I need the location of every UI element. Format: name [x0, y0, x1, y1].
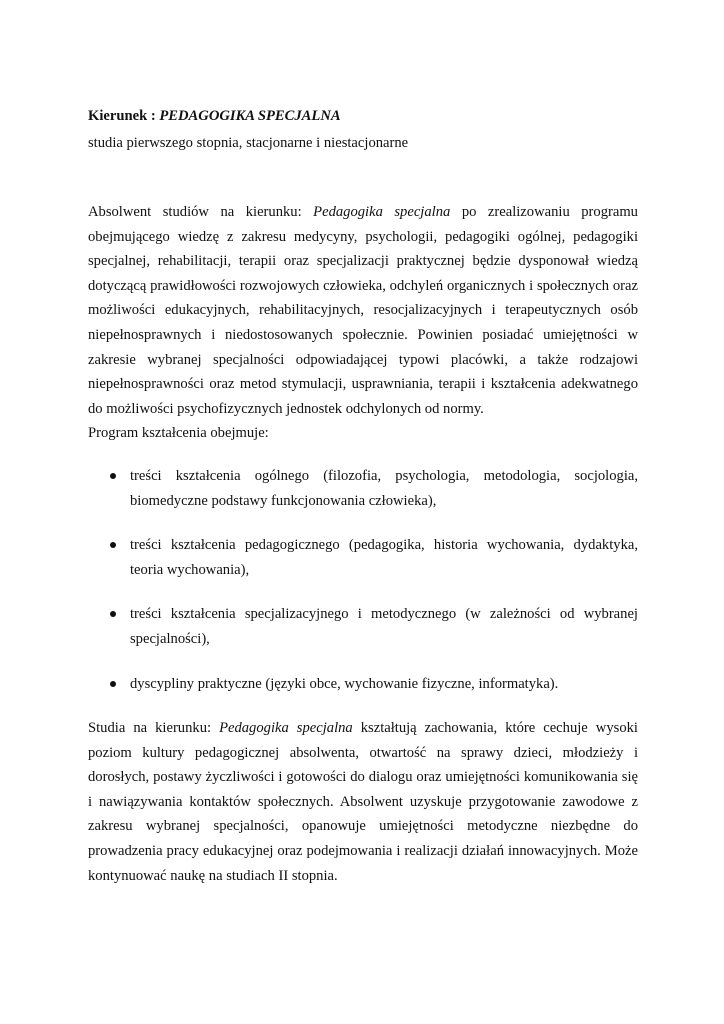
- bullet-icon: [110, 542, 116, 548]
- list-item: [88, 464, 638, 513]
- document-heading: [88, 104, 638, 128]
- outro-body: kształtują zachowania, które cechuje wysoki poziom kultury pedagogicznej absolwenta, otwartość na sprawy dzieci, młodzieży i dorosłych, postawy życzliwości i gotowości do dialogu oraz umiejętności komunikowania się i nawiązywania kontaktów społecznych. Absolwent uzyskuje przygotowanie zawodowe z zakresu wybranej specjalności, opanowuje umiejętności metodyczne niezbędne do prowadzenia pracy edukacyjnej oraz podejmowania i realizacji działań innowacyjnych. Może kontynuować naukę na studiach II stopnia.: [88, 720, 638, 884]
- outro-course-name: Pedagogika specjalna: [219, 720, 353, 737]
- list-item-text: treści kształcenia ogólnego (filozofia, psychologia, metodologia, socjologia, biomedyczne podstawy funkcjonowania człowieka),: [130, 467, 638, 509]
- program-content-list: [88, 464, 638, 696]
- list-item-text: treści kształcenia pedagogicznego (pedagogika, historia wychowania, dydaktyka, teoria wychowania),: [130, 537, 638, 578]
- course-title: PEDAGOGIKA SPECJALNA: [159, 108, 341, 124]
- outro-paragraph: [88, 716, 638, 888]
- heading-label: Kierunek :: [88, 108, 156, 124]
- bullet-icon: [110, 473, 116, 479]
- list-item-text: dyscypliny praktyczne (języki obce, wychowanie fizyczne, informatyka).: [130, 675, 559, 692]
- study-mode-subtitle: studia pierwszego stopnia, stacjonarne i niestacjonarne: [88, 135, 409, 151]
- program-intro-line: Program kształcenia obejmuje:: [88, 425, 269, 442]
- list-item-text: treści kształcenia specjalizacyjnego i metodycznego (w zależności od wybranej specjalności),: [130, 606, 638, 647]
- intro-course-name: Pedagogika specjalna: [313, 204, 451, 220]
- bullet-icon: [110, 611, 116, 617]
- document-page: [88, 104, 638, 888]
- intro-lead: Absolwent studiów na kierunku:: [88, 204, 314, 220]
- list-item: [88, 672, 638, 697]
- intro-paragraph: [88, 200, 638, 421]
- list-item: [88, 602, 638, 651]
- outro-lead: Studia na kierunku:: [88, 720, 220, 737]
- list-item: [88, 533, 638, 582]
- intro-body: po zrealizowaniu programu obejmującego wiedzę z zakresu medycyny, psychologii, pedagogiki ogólnej, pedagogiki specjalnej, rehabilitacji, terapii oraz specjalizacji praktycznej będzie dysponował wiedzą dotyczącą prawidłowości rozwojowych człowieka, odchyleń organicznych i społecznych oraz możliwości edukacyjnych, rehabilitacyjnych, resocjalizacyjnych i terapeutycznych osób niepełnosprawnych i niedostosowanych społecznie. Powinien posiadać umiejętności w zakresie wybranej specjalności odpowiadającej typowi placówki, a także rodzajowi niepełnosprawności oraz metod stymulacji, usprawniania, terapii i kształcenia adekwatnego do możliwości psychofizycznych jednostek odchylonych od normy.: [88, 204, 638, 417]
- bullet-icon: [110, 681, 116, 687]
